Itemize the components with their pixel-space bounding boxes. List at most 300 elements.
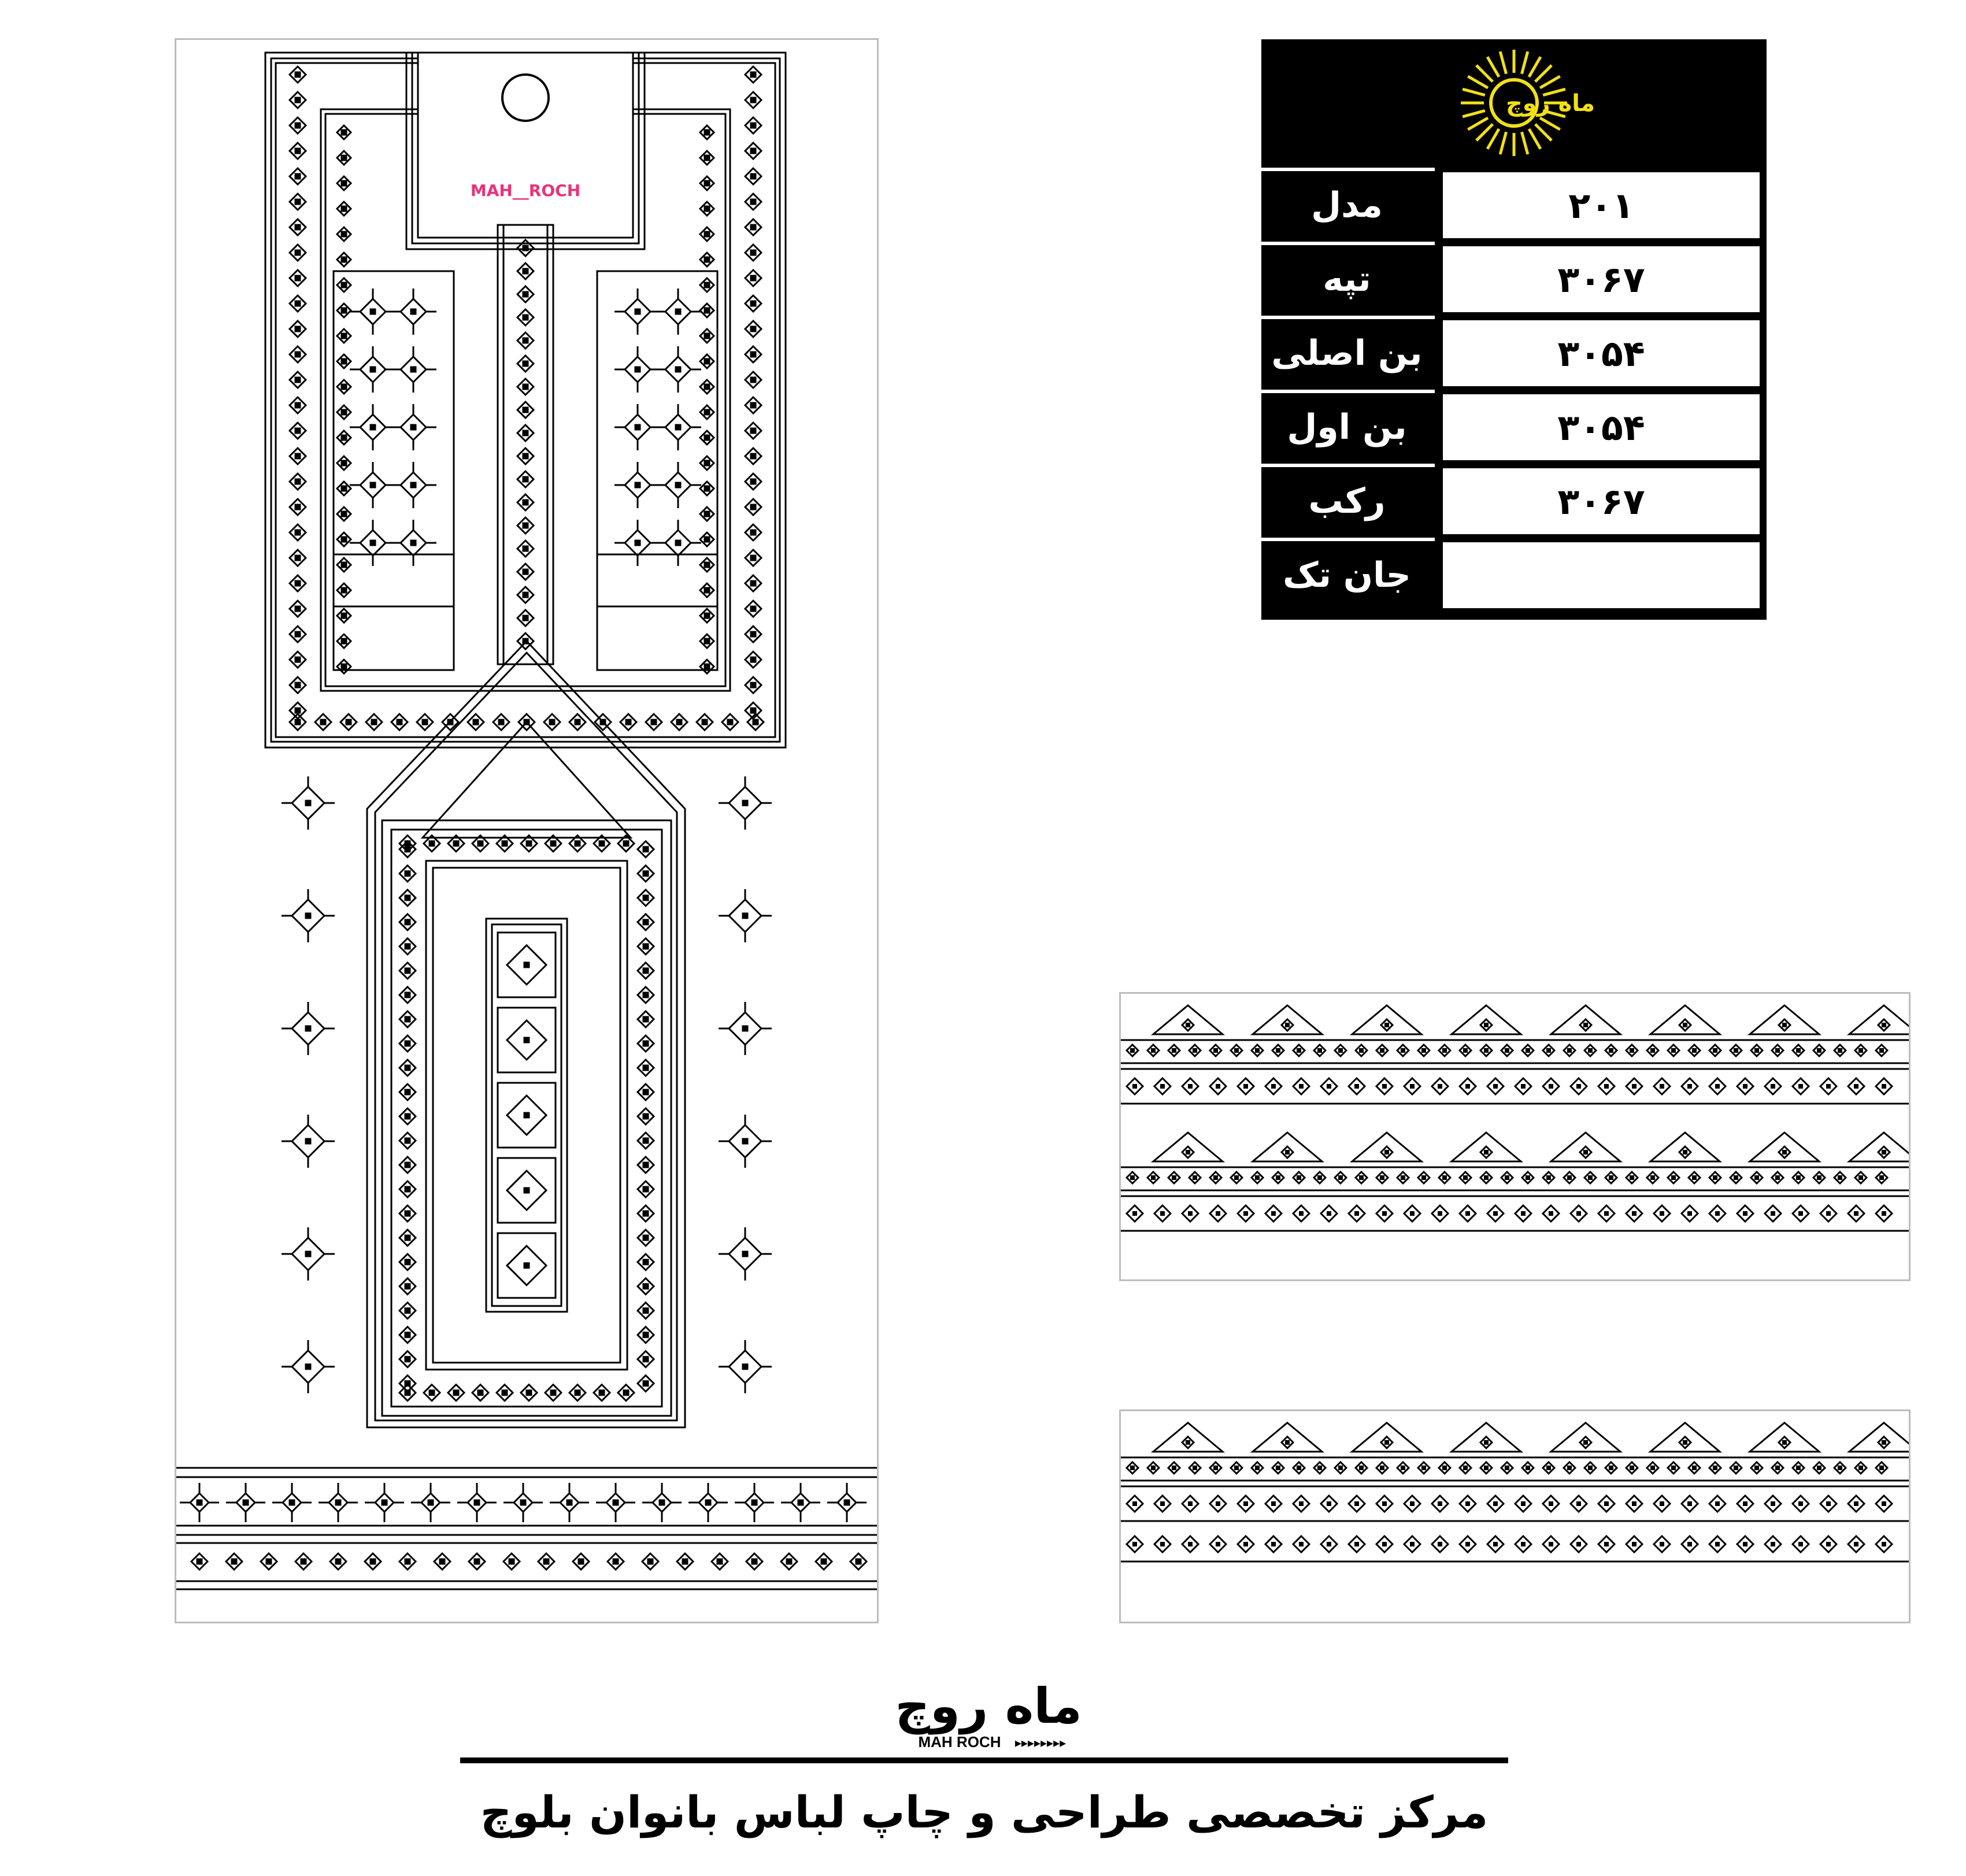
motif-dot — [295, 72, 300, 77]
motif-dot — [295, 708, 300, 713]
motif-dot — [1521, 1501, 1526, 1506]
motif-dot — [705, 130, 709, 135]
motif-dot — [1505, 1466, 1509, 1470]
motif-dot — [751, 378, 756, 382]
motif-dot — [751, 149, 756, 153]
motif-dot — [599, 1390, 604, 1395]
motif-dot — [1484, 1175, 1489, 1180]
motif-dot — [232, 1559, 236, 1564]
border-pattern — [1121, 994, 1909, 1279]
motif-dot — [1796, 1048, 1801, 1053]
motif-dot — [1186, 1023, 1190, 1027]
motif-dot — [743, 801, 747, 805]
motif-dot — [342, 435, 346, 440]
value-tappeh: ۳۰۶۷ — [1443, 246, 1760, 312]
motif-dot — [1775, 1048, 1780, 1053]
motif-dot — [1660, 1084, 1664, 1089]
motif-dot — [1354, 1542, 1359, 1546]
motif-dot — [1734, 1466, 1738, 1470]
motif-dot — [1879, 1175, 1884, 1180]
motif-dot — [524, 1263, 529, 1268]
motif-dot — [1630, 1048, 1634, 1053]
motif-dot — [405, 896, 410, 900]
motif-dot — [643, 1017, 648, 1022]
motif-dot — [295, 98, 300, 102]
motif-dot — [1193, 1048, 1197, 1053]
motif-dot — [1798, 1542, 1803, 1546]
sun-ray — [1521, 51, 1527, 74]
motif-dot — [342, 512, 346, 516]
motif-dot — [643, 1065, 648, 1070]
sun-ray — [1500, 51, 1506, 74]
motif-dot — [1671, 1175, 1676, 1180]
motif-dot — [295, 225, 300, 230]
motif-dot — [1285, 1023, 1290, 1027]
motif-dot — [1160, 1501, 1165, 1506]
motif-dot — [1567, 1466, 1572, 1470]
motif-dot — [683, 1559, 687, 1564]
motif-dot — [1285, 1440, 1290, 1445]
motif-dot — [1604, 1211, 1609, 1216]
motif-dot — [523, 408, 528, 412]
motif-dot — [550, 720, 554, 724]
motif-dot — [1130, 1175, 1135, 1180]
motif-dot — [523, 546, 528, 551]
motif-dot — [601, 720, 605, 724]
motif-dot — [1632, 1084, 1637, 1089]
motif-dot — [1882, 1440, 1886, 1445]
motif-dot — [1188, 1542, 1193, 1546]
motif-dot — [1782, 1150, 1787, 1155]
motif-dot — [1359, 1175, 1364, 1180]
motif-dot — [1297, 1466, 1301, 1470]
motif-dot — [1687, 1542, 1692, 1546]
motif-dot — [643, 1381, 648, 1386]
motif-dot — [705, 156, 709, 160]
motif-dot — [705, 461, 709, 465]
motif-dot — [751, 174, 756, 179]
motif-dot — [717, 1559, 722, 1564]
motif-dot — [197, 1500, 202, 1505]
motif-dot — [1299, 1211, 1304, 1216]
motif-dot — [1401, 1048, 1405, 1053]
motif-dot — [1493, 1501, 1498, 1506]
motif-dot — [295, 250, 300, 255]
motif-dot — [1660, 1542, 1664, 1546]
motif-dot — [705, 384, 709, 389]
spec-table — [1261, 39, 1767, 620]
motif-dot — [751, 428, 756, 433]
motif-dot — [382, 1500, 387, 1505]
motif-dot — [751, 479, 756, 484]
motif-dot — [677, 720, 682, 724]
motif-dot — [1297, 1048, 1301, 1053]
motif-dot — [1687, 1211, 1692, 1216]
motif-dot — [306, 1139, 310, 1144]
motif-dot — [743, 1364, 747, 1369]
label-jan-tak: جان تک — [1283, 555, 1411, 595]
motif-dot — [1882, 1211, 1886, 1216]
motif-dot — [1817, 1175, 1821, 1180]
motif-dot — [1297, 1175, 1301, 1180]
motif-dot — [523, 361, 528, 366]
motif-dot — [423, 720, 427, 724]
motif-dot — [575, 720, 580, 724]
motif-dot — [1567, 1175, 1572, 1180]
sun-ray — [1529, 129, 1541, 149]
motif-dot — [1713, 1175, 1717, 1180]
motif-dot — [295, 174, 300, 179]
motif-dot — [1583, 1150, 1588, 1155]
motif-dot — [1317, 1048, 1322, 1053]
motif-dot — [342, 461, 346, 465]
motif-dot — [295, 378, 300, 382]
motif-dot — [705, 206, 709, 211]
motif-dot — [743, 913, 747, 918]
motif-dot — [751, 123, 756, 128]
motif-dot — [1188, 1501, 1193, 1506]
motif-dot — [1410, 1084, 1415, 1089]
motif-dot — [1243, 1211, 1248, 1216]
motif-dot — [1854, 1542, 1858, 1546]
motif-dot — [1216, 1084, 1220, 1089]
motif-dot — [295, 149, 300, 153]
motif-dot — [676, 425, 680, 430]
motif-dot — [342, 156, 346, 160]
motif-dot — [1683, 1023, 1687, 1027]
motif-dot — [1421, 1466, 1426, 1470]
motif-dot — [751, 606, 756, 611]
motif-dot — [478, 1390, 483, 1395]
motif-dot — [1567, 1048, 1572, 1053]
motif-dot — [523, 593, 528, 597]
motif-dot — [405, 1357, 410, 1361]
motif-dot — [295, 199, 300, 204]
motif-dot — [1442, 1466, 1447, 1470]
motif-dot — [405, 1559, 410, 1564]
motif-dot — [306, 913, 310, 918]
motif-dot — [1882, 1501, 1886, 1506]
motif-dot — [1879, 1466, 1884, 1470]
motif-dot — [405, 920, 410, 924]
motif-dot — [743, 1139, 747, 1144]
motif-dot — [405, 1211, 410, 1216]
value-rekab: ۳۰۶۷ — [1443, 468, 1760, 534]
motif-dot — [643, 1138, 648, 1143]
motif-dot — [1734, 1175, 1738, 1180]
peak-motif — [1849, 1005, 1909, 1034]
motif-dot — [1817, 1048, 1821, 1053]
motif-dot — [411, 541, 416, 545]
motif-dot — [336, 1500, 340, 1505]
motif-dot — [1683, 1440, 1687, 1445]
motif-dot — [643, 1308, 648, 1313]
motif-dot — [295, 581, 300, 586]
motif-dot — [1172, 1175, 1176, 1180]
sun-ray — [1535, 124, 1552, 140]
motif-dot — [635, 425, 640, 430]
sun-ray — [1468, 76, 1488, 88]
motif-dot — [1838, 1048, 1842, 1053]
motif-dot — [454, 1390, 458, 1395]
motif-dot — [405, 1090, 410, 1094]
motif-dot — [1521, 1542, 1526, 1546]
motif-dot — [295, 505, 300, 509]
motif-dot — [1438, 1211, 1442, 1216]
motif-dot — [405, 841, 410, 846]
motif-dot — [1382, 1501, 1387, 1506]
motif-dot — [523, 431, 528, 435]
motif-dot — [1327, 1501, 1331, 1506]
motif-dot — [635, 541, 640, 545]
motif-dot — [1188, 1084, 1193, 1089]
sun-ray — [1476, 124, 1493, 140]
motif-dot — [342, 384, 346, 389]
motif-dot — [1380, 1048, 1384, 1053]
motif-dot — [405, 1187, 410, 1192]
motif-dot — [1317, 1466, 1322, 1470]
motif-dot — [295, 403, 300, 408]
motif-dot — [411, 425, 416, 430]
motif-dot — [1130, 1048, 1135, 1053]
motif-dot — [1826, 1211, 1831, 1216]
motif-dot — [1713, 1048, 1717, 1053]
motif-dot — [1359, 1466, 1364, 1470]
motif-dot — [1401, 1175, 1405, 1180]
motif-dot — [306, 801, 310, 805]
motif-dot — [342, 613, 346, 618]
motif-dot — [509, 1559, 514, 1564]
motif-dot — [405, 1235, 410, 1240]
motif-dot — [405, 993, 410, 997]
motif-dot — [523, 338, 528, 343]
motif-dot — [405, 871, 410, 876]
label-rekab: رکب — [1308, 481, 1386, 521]
motif-dot — [1604, 1501, 1609, 1506]
motif-dot — [523, 269, 528, 273]
motif-dot — [243, 1500, 248, 1505]
motif-dot — [527, 1390, 531, 1395]
motif-dot — [1826, 1542, 1831, 1546]
motif-dot — [475, 1559, 479, 1564]
motif-dot — [1213, 1466, 1218, 1470]
motif-dot — [648, 1559, 653, 1564]
sun-ray — [1540, 76, 1560, 88]
motif-dot — [1632, 1211, 1637, 1216]
motif-dot — [295, 276, 300, 280]
motif-dot — [524, 1113, 529, 1118]
motif-dot — [1276, 1466, 1280, 1470]
motif-dot — [448, 720, 453, 724]
motif-dot — [751, 352, 756, 357]
motif-dot — [1410, 1542, 1415, 1546]
svg-text:MAH ROCH: MAH ROCH — [918, 1733, 1001, 1751]
motif-dot — [430, 1390, 434, 1395]
svg-text:ماه روچ: ماه روچ — [895, 1678, 1082, 1734]
motif-dot — [1882, 1150, 1886, 1155]
motif-dot — [1172, 1466, 1176, 1470]
motif-dot — [1715, 1084, 1720, 1089]
motif-dot — [1384, 1023, 1389, 1027]
motif-dot — [643, 1333, 648, 1337]
motif-dot — [660, 1500, 664, 1505]
motif-dot — [1465, 1211, 1470, 1216]
motif-dot — [1465, 1542, 1470, 1546]
motif-dot — [499, 720, 503, 724]
motif-dot — [1463, 1466, 1468, 1470]
motif-dot — [1798, 1501, 1803, 1506]
motif-dot — [1817, 1466, 1821, 1470]
motif-dot — [1285, 1150, 1290, 1155]
motif-dot — [753, 720, 758, 724]
motif-dot — [1484, 1440, 1489, 1445]
motif-dot — [1421, 1048, 1426, 1053]
motif-dot — [575, 1390, 580, 1395]
motif-dot — [1359, 1048, 1364, 1053]
motif-dot — [1671, 1466, 1676, 1470]
motif-dot — [856, 1559, 861, 1564]
motif-dot — [523, 523, 528, 528]
motif-dot — [1771, 1211, 1775, 1216]
motif-dot — [705, 410, 709, 415]
motif-dot — [544, 1559, 549, 1564]
motif-dot — [1743, 1211, 1747, 1216]
motif-dot — [635, 483, 640, 487]
motif-dot — [613, 1500, 618, 1505]
motif-dot — [705, 639, 709, 643]
motif-dot — [705, 486, 709, 491]
motif-dot — [295, 632, 300, 637]
motif-dot — [635, 309, 640, 314]
motif-dot — [1327, 1084, 1331, 1089]
motif-dot — [702, 720, 707, 724]
motif-dot — [751, 632, 756, 637]
motif-dot — [1650, 1466, 1655, 1470]
motif-dot — [1882, 1023, 1886, 1027]
motif-dot — [1271, 1084, 1276, 1089]
motif-dot — [1338, 1048, 1343, 1053]
motif-dot — [1838, 1175, 1842, 1180]
motif-dot — [1576, 1542, 1581, 1546]
motif-dot — [1384, 1150, 1389, 1155]
peak-motif — [1849, 1133, 1909, 1161]
motif-dot — [1796, 1466, 1801, 1470]
motif-dot — [567, 1500, 572, 1505]
motif-dot — [706, 1500, 710, 1505]
motif-dot — [1465, 1501, 1470, 1506]
motif-dot — [405, 1163, 410, 1167]
value-model: ۲۰۱ — [1443, 172, 1760, 238]
motif-dot — [1401, 1466, 1405, 1470]
motif-dot — [371, 425, 375, 430]
motif-dot — [643, 1260, 648, 1264]
motif-dot — [523, 454, 528, 458]
motif-dot — [1493, 1211, 1498, 1216]
motif-dot — [1576, 1501, 1581, 1506]
motif-dot — [551, 1390, 556, 1395]
motif-dot — [371, 483, 375, 487]
motif-dot — [751, 657, 756, 662]
motif-dot — [405, 1065, 410, 1070]
motif-dot — [342, 308, 346, 313]
motif-dot — [523, 569, 528, 574]
motif-dot — [1588, 1175, 1593, 1180]
motif-dot — [751, 327, 756, 331]
motif-dot — [1132, 1501, 1137, 1506]
motif-dot — [475, 1500, 479, 1505]
motif-dot — [342, 588, 346, 593]
motif-dot — [1442, 1175, 1447, 1180]
motif-dot — [524, 1188, 529, 1193]
motif-dot — [1243, 1501, 1248, 1506]
motif-dot — [751, 454, 756, 458]
motif-dot — [1327, 1542, 1331, 1546]
motif-dot — [1271, 1211, 1276, 1216]
motif-dot — [643, 993, 648, 997]
motif-dot — [705, 257, 709, 262]
motif-dot — [752, 1500, 757, 1505]
footer-logo — [873, 1677, 1104, 1752]
motif-dot — [705, 664, 709, 669]
motif-dot — [1354, 1211, 1359, 1216]
motif-dot — [1234, 1048, 1239, 1053]
motif-dot — [751, 530, 756, 535]
motif-dot — [1826, 1084, 1831, 1089]
motif-dot — [751, 403, 756, 408]
footer-divider — [460, 1757, 1508, 1763]
svg-text:ماه روچ: ماه روچ — [1505, 90, 1595, 117]
motif-dot — [575, 841, 580, 846]
motif-dot — [197, 1559, 202, 1564]
motif-dot — [751, 581, 756, 586]
svg-text:▸▸▸▸▸▸▸▸: ▸▸▸▸▸▸▸▸ — [1015, 1736, 1067, 1751]
motif-dot — [405, 944, 410, 949]
motif-dot — [743, 1252, 747, 1256]
motif-dot — [1216, 1501, 1220, 1506]
motif-dot — [643, 847, 648, 852]
motif-dot — [676, 541, 680, 545]
motif-dot — [1526, 1175, 1530, 1180]
motif-dot — [1671, 1048, 1676, 1053]
motif-dot — [521, 1500, 525, 1505]
motif-dot — [1858, 1175, 1863, 1180]
motif-dot — [1692, 1466, 1697, 1470]
motif-dot — [1775, 1466, 1780, 1470]
motif-dot — [1186, 1440, 1190, 1445]
motif-dot — [676, 309, 680, 314]
motif-dot — [845, 1500, 849, 1505]
motif-dot — [1410, 1501, 1415, 1506]
motif-dot — [266, 1559, 271, 1564]
motif-dot — [1505, 1048, 1509, 1053]
motif-dot — [1782, 1440, 1787, 1445]
motif-dot — [1546, 1175, 1551, 1180]
motif-dot — [346, 720, 351, 724]
motif-dot — [295, 352, 300, 357]
motif-dot — [1632, 1542, 1637, 1546]
motif-dot — [397, 720, 402, 724]
motif-dot — [1521, 1211, 1526, 1216]
motif-dot — [295, 428, 300, 433]
motif-dot — [1160, 1542, 1165, 1546]
motif-dot — [1382, 1542, 1387, 1546]
motif-dot — [1484, 1023, 1489, 1027]
motif-dot — [1442, 1048, 1447, 1053]
motif-dot — [371, 309, 375, 314]
motif-dot — [405, 1333, 410, 1337]
motif-dot — [1583, 1440, 1588, 1445]
motif-dot — [295, 556, 300, 560]
